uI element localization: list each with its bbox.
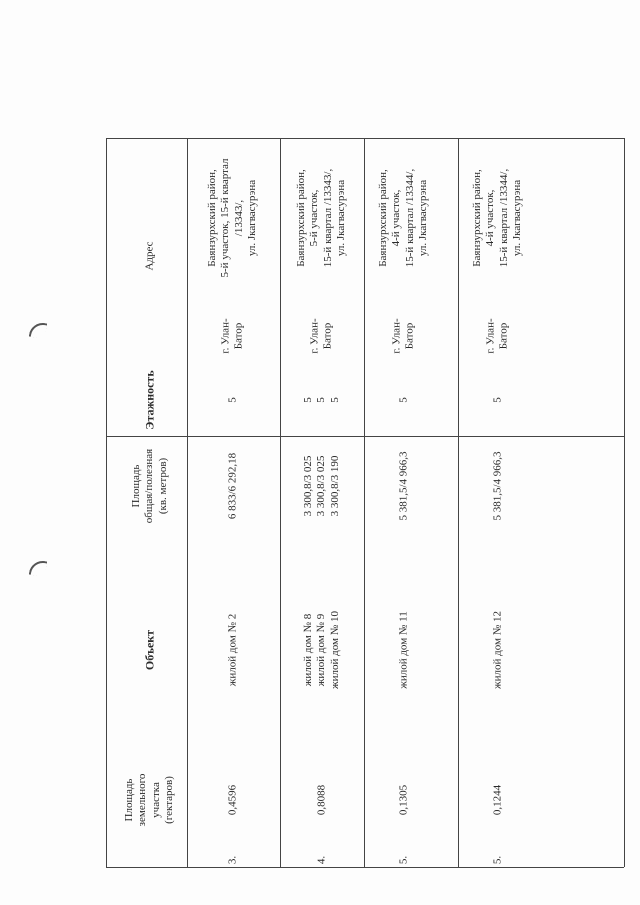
floor-area-value: 3 300,8/3 025 3 300,8/3 025 3 300,8/3 190 [301,455,341,517]
header-address: Адрес [143,241,156,271]
city-value: г. Улан- Батор [484,318,510,354]
address-value: Баянзурхский район, 5-й участок, 15-й квартал /13343/, ул. Jкагвасурэна [295,168,348,268]
table-border [624,138,625,867]
address-value: Баянзурхский район, 5-й участок, 15-й квартал /13343/, ул. Jкагвасурэна [206,158,259,278]
table-border [106,138,107,867]
land-area-value: 0,4596 [226,784,239,816]
land-area-value: 0,1305 [397,784,410,816]
punch-hole-mark [29,559,48,578]
floors-value: 5 [226,397,239,403]
table-border [106,867,624,868]
column-divider [364,138,365,867]
land-area-value: 0,1244 [491,784,504,816]
floor-area-value: 6 833/6 292,18 [226,452,239,520]
floors-value: 5 [397,397,410,403]
address-value: Баянзурхский район, 4-й участок, 15-й квартал /13344/, ул. Jкагвасурэна [471,168,524,268]
city-value: г. Улан- Батор [308,318,334,354]
floors-value: 5 5 5 [301,397,341,403]
column-divider [458,138,459,867]
table-border [106,138,624,139]
header-floors: Этажность [142,370,157,430]
city-value: г. Улан- Батор [219,318,245,354]
city-value: г. Улан- Батор [390,318,416,354]
land-area-value: 0,8088 [315,784,328,816]
row-number: 3. [226,855,239,865]
column-divider [280,138,281,867]
row-number: 4. [315,855,328,865]
header-floor-area: Площадь общая/полезная (кв. метров) [129,448,169,524]
floors-value: 5 [491,397,504,403]
punch-hole-mark [29,321,48,340]
floor-area-value: 5 381,5/4 966,3 [491,451,504,521]
address-value: Баянзурхский район, 4-й участок, 15-й квартал /13344/, ул. Jкагвасурэна [377,168,430,268]
object-name: жилой дом № 12 [491,611,504,689]
row-number: 5. [491,855,504,865]
object-name: жилой дом № 8 жилой дом № 9 жилой дом № 10 [301,611,341,689]
object-name: жилой дом № 11 [397,611,410,689]
row-number: 5. [397,855,410,865]
column-divider [187,138,188,867]
header-land-area: Площадь земельного участка (гектаров) [123,773,176,827]
row-divider [106,436,624,437]
header-object: Объект [142,629,157,671]
object-name: жилой дом № 2 [226,613,239,687]
floor-area-value: 5 381,5/4 966,3 [397,451,410,521]
